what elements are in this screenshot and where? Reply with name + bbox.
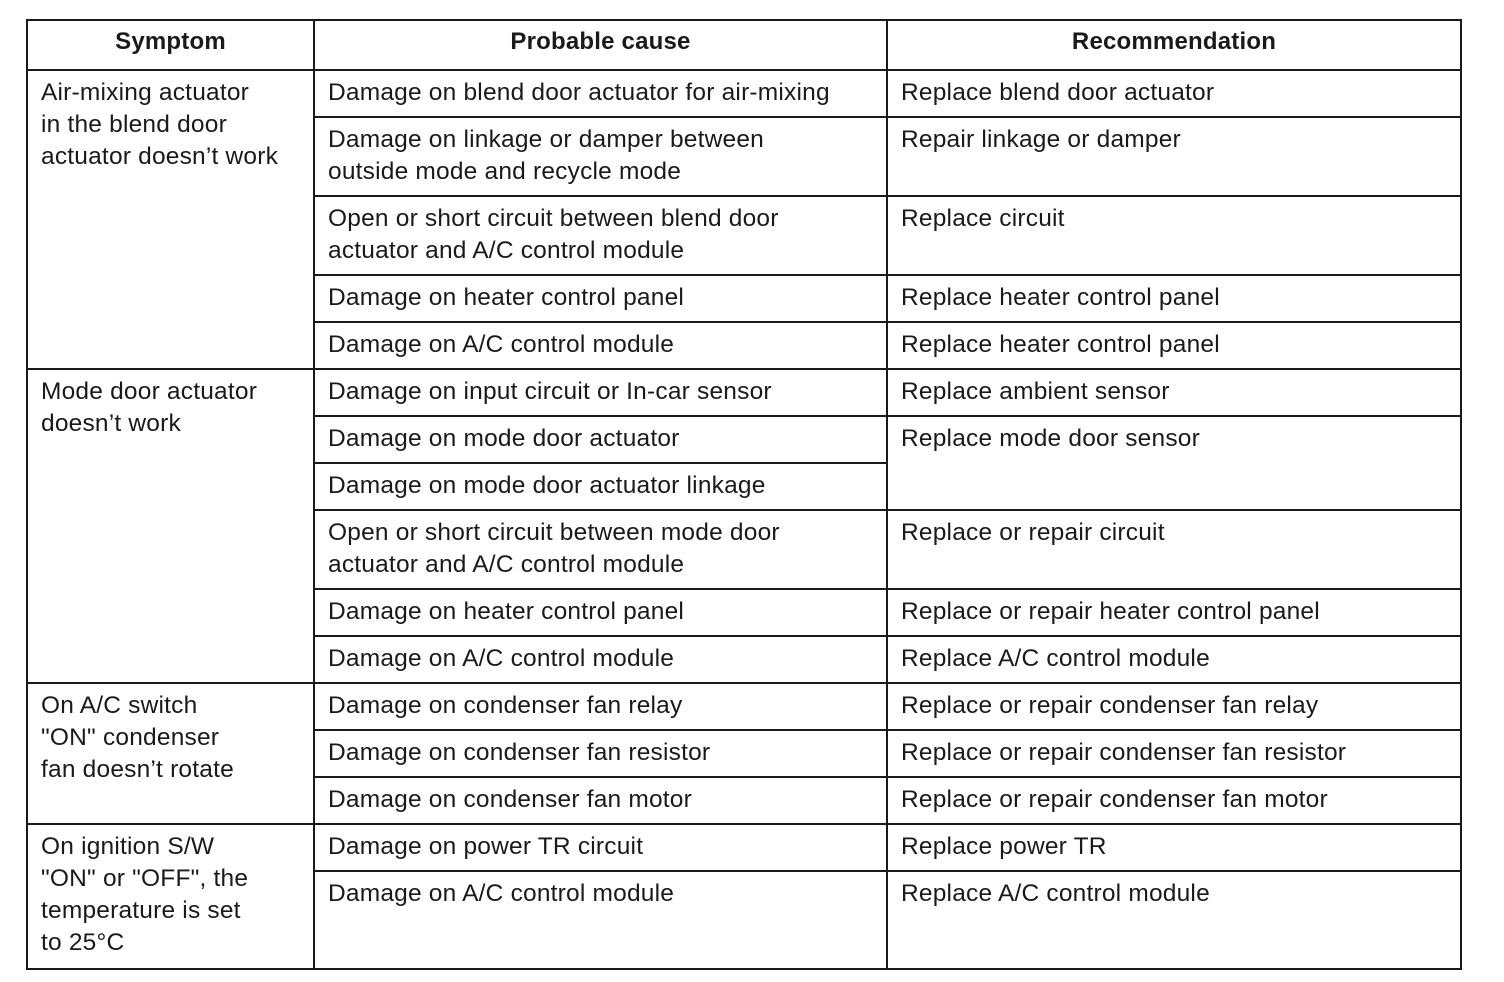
symptom-cell xyxy=(27,70,314,369)
recommendation-text: Replace blend door actuator xyxy=(901,79,1215,106)
recommendation-text: Replace mode door sensor xyxy=(901,425,1200,452)
recommendation-text: Repair linkage or damper xyxy=(901,126,1181,153)
cause-cell xyxy=(314,777,887,824)
cause-text: Open or short circuit between blend door actuator and A/C control module xyxy=(328,205,779,264)
cause-cell xyxy=(314,70,887,117)
cause-text: Damage on A/C control module xyxy=(328,331,675,358)
recommendation-text: Replace heater control panel xyxy=(901,331,1220,358)
cause-text: Damage on mode door actuator linkage xyxy=(328,472,766,499)
cause-text: Damage on condenser fan resistor xyxy=(328,739,711,766)
symptom-cell xyxy=(27,824,314,969)
cause-text: Damage on A/C control module xyxy=(328,645,675,672)
recommendation-text: Replace A/C control module xyxy=(901,645,1210,672)
cause-text: Damage on A/C control module xyxy=(328,880,675,907)
cause-text: Damage on power TR circuit xyxy=(328,833,644,860)
recommendation-text: Replace or repair circuit xyxy=(901,519,1165,546)
troubleshooting-table xyxy=(26,19,1462,970)
cause-text: Damage on blend door actuator for air-mixing xyxy=(328,79,830,106)
cause-cell xyxy=(314,416,887,463)
table-row xyxy=(27,369,1461,416)
cause-cell xyxy=(314,636,887,683)
header-probable-cause: Probable cause xyxy=(314,20,887,70)
cause-cell xyxy=(314,824,887,871)
symptom-text: On A/C switch "ON" condenser fan doesn’t rotate xyxy=(41,692,234,783)
header-recommendation: Recommendation xyxy=(887,20,1461,70)
recommendation-text: Replace or repair condenser fan relay xyxy=(901,692,1319,719)
cause-cell xyxy=(314,589,887,636)
recommendation-cell xyxy=(887,510,1461,589)
cause-text: Damage on linkage or damper between outside mode and recycle mode xyxy=(328,126,765,185)
recommendation-text: Replace or repair condenser fan motor xyxy=(901,786,1328,813)
recommendation-cell xyxy=(887,196,1461,275)
table-row xyxy=(27,683,1461,730)
recommendation-text: Replace heater control panel xyxy=(901,284,1220,311)
recommendation-cell xyxy=(887,636,1461,683)
recommendation-text: Replace circuit xyxy=(901,205,1065,232)
recommendation-text: Replace or repair heater control panel xyxy=(901,598,1320,625)
cause-cell xyxy=(314,117,887,196)
header-symptom: Symptom xyxy=(27,20,314,70)
recommendation-text: Replace A/C control module xyxy=(901,880,1210,907)
recommendation-cell xyxy=(887,683,1461,730)
cause-cell xyxy=(314,510,887,589)
recommendation-cell xyxy=(887,871,1461,969)
recommendation-cell xyxy=(887,275,1461,322)
recommendation-cell xyxy=(887,117,1461,196)
symptom-text: On ignition S/W "ON" or "OFF", the temperature is set to 25°C xyxy=(41,833,249,956)
cause-cell xyxy=(314,730,887,777)
recommendation-cell xyxy=(887,70,1461,117)
cause-cell xyxy=(314,463,887,510)
cause-text: Open or short circuit between mode door actuator and A/C control module xyxy=(328,519,780,578)
table-row xyxy=(27,824,1461,871)
cause-cell xyxy=(314,322,887,369)
table-row xyxy=(27,70,1461,117)
header-row xyxy=(27,20,1461,70)
cause-cell xyxy=(314,369,887,416)
cause-cell xyxy=(314,871,887,969)
symptom-cell xyxy=(27,683,314,824)
cause-text: Damage on heater control panel xyxy=(328,598,685,625)
recommendation-text: Replace ambient sensor xyxy=(901,378,1170,405)
cause-text: Damage on condenser fan motor xyxy=(328,786,692,813)
cause-cell xyxy=(314,196,887,275)
cause-text: Damage on mode door actuator xyxy=(328,425,680,452)
recommendation-cell xyxy=(887,589,1461,636)
cause-text: Damage on input circuit or In-car sensor xyxy=(328,378,772,405)
symptom-cell xyxy=(27,369,314,683)
cause-text: Damage on condenser fan relay xyxy=(328,692,683,719)
recommendation-cell xyxy=(887,730,1461,777)
cause-cell xyxy=(314,275,887,322)
cause-text: Damage on heater control panel xyxy=(328,284,685,311)
symptom-text: Air-mixing actuator in the blend door actuator doesn’t work xyxy=(41,79,279,170)
symptom-text: Mode door actuator doesn’t work xyxy=(41,378,258,437)
recommendation-cell xyxy=(887,369,1461,416)
recommendation-cell xyxy=(887,416,1461,510)
cause-cell xyxy=(314,683,887,730)
recommendation-text: Replace power TR xyxy=(901,833,1107,860)
recommendation-cell xyxy=(887,322,1461,369)
recommendation-cell xyxy=(887,777,1461,824)
recommendation-cell xyxy=(887,824,1461,871)
recommendation-text: Replace or repair condenser fan resistor xyxy=(901,739,1347,766)
